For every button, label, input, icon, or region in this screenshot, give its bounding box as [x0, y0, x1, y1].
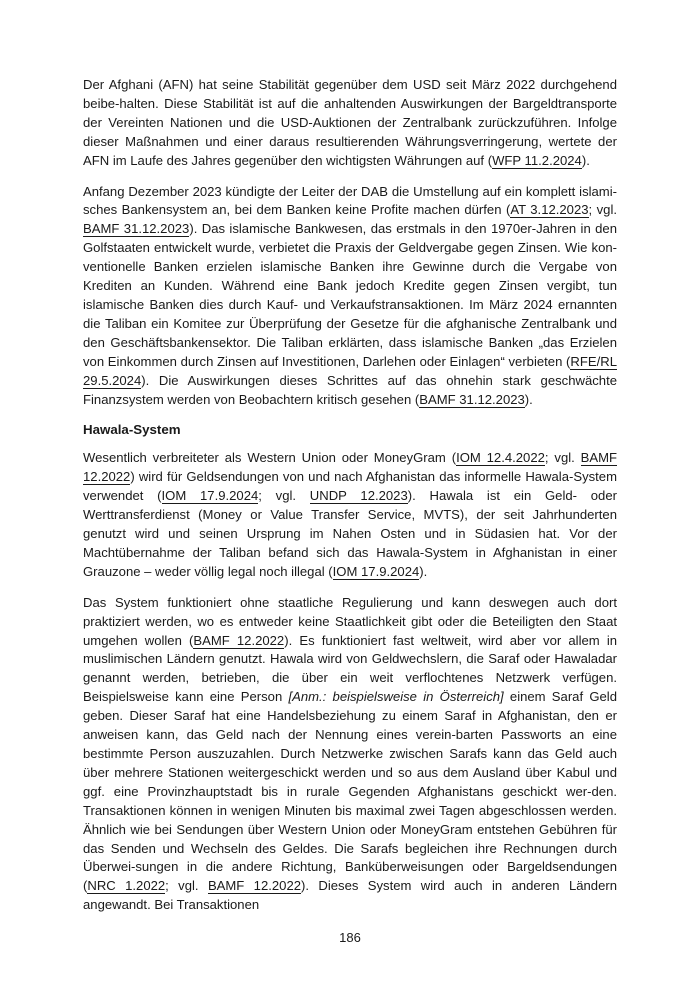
- page-number: 186: [339, 930, 361, 945]
- source-link-bamf[interactable]: BAMF 12.2022: [193, 632, 285, 648]
- source-link-bamf[interactable]: BAMF 31.12.2023: [419, 391, 525, 407]
- paragraph-afghani-stability: Der Afghani (AFN) hat seine Stabilität gegenüber dem USD seit März 2022 durchgehend beibe-halten. Diese Stabilität ist auf die anhaltenden Auswirkungen der Bargeldtransporte der Vereinten Nationen und die USD-Auktionen der Zentralbank zurückzuführen. Infolge dieser Maßnahmen und einer daraus resultierenden Währungsverringerung, wertete der AFN im Laufe des Jahres gegenüber den wichtigsten Währungen auf (WFP 11.2.2024).: [83, 77, 617, 168]
- document-page: [83, 76, 617, 927]
- section-heading: Hawala-System: [83, 422, 181, 438]
- source-link-bamf[interactable]: BAMF 12.2022: [83, 450, 617, 485]
- source-link-iom[interactable]: IOM 12.4.2022: [456, 450, 545, 466]
- source-link-wfp[interactable]: WFP 11.2.2024: [492, 152, 582, 168]
- source-link-undp[interactable]: UNDP 12.2023: [309, 488, 408, 504]
- source-link-at[interactable]: AT 3.12.2023: [510, 202, 589, 218]
- paragraph-hawala-intro: Wesentlich verbreiteter als Western Union oder MoneyGram (IOM 12.4.2022; vgl. BAMF 12.2022) wird für Geldsendungen von und nach Afghanistan das informelle Hawala-System verwendet (IOM 17.9.2024; vgl. UNDP 12.2023). Hawala ist ein Geld- oder Werttransferdienst (Money or Value Transfer Service, MVTS), der seit Jahrhunderten genutzt wird und seinen Ursprung im Nahen Osten und in Südasien hat. Vor der Machtübernahme der Taliban befand sich das Hawala-System in Afghanistan in einer Grauzone – weder völlig legal noch illegal (IOM 17.9.2024).: [83, 450, 617, 579]
- source-link-iom[interactable]: IOM 17.9.2024: [161, 488, 259, 504]
- editor-note: [Anm.: beispielsweise in Österreich]: [288, 689, 504, 705]
- source-link-nrc[interactable]: NRC 1.2022: [87, 878, 166, 894]
- source-link-iom[interactable]: IOM 17.9.2024: [332, 563, 420, 579]
- paragraph-hawala-function: Das System funktioniert ohne staatliche Regulierung und kann deswegen auch dort praktiziert werden, wo es entweder keine Staatlichkeit gibt oder die Beteiligten den Staat umgehen wollen (BAMF 12.2022). Es funktioniert fast weltweit, wird aber vor allem in muslimischen Ländern genutzt. Hawala wird von Geldwechslern, die Saraf oder Hawaladar genannt werden, betrieben, die über ein weit verflochtenes Netzwerk verfügen. Beispielsweise kann eine Person [Anm.: beispielsweise in Österreich] einem Saraf Geld geben. Dieser Saraf hat eine Handelsbeziehung zu einem Saraf in Afghanistan, den er anweisen kann, das Geld nach der Nennung eines verein-barten Passworts an eine bestimmte Person auszuzahlen. Durch Netzwerke zwischen Sarafs kann das Geld auch über mehrere Stationen weitergeschickt werden und so aus dem Ausland über Kabul und ggf. eine Provinzhauptstadt bis in rurale Gegenden Afghanistans geschickt wer-den. Transaktionen können in wenigen Minuten bis maximal zwei Tagen abgeschlossen werden. Ähnlich wie bei Sendungen über Western Union oder MoneyGram entstehen Gebühren für das Senden und Wechseln des Geldes. Die Sarafs begleichen ihre Rechnungen durch Überwei-sungen in die andere Richtung, Banküberweisungen oder Bargeldsendungen (NRC 1.2022; vgl. BAMF 12.2022). Dieses System wird auch in anderen Ländern angewandt. Bei Transaktionen: [83, 594, 618, 913]
- paragraph-islamic-banking: Anfang Dezember 2023 kündigte der Leiter der DAB die Umstellung auf ein komplett islami-sches Bankensystem an, bei dem Banken keine Profite machen dürfen (AT 3.12.2023; vgl. BAMF 31.12.2023). Das islamische Bankwesen, das erstmals in den 1970er-Jahren in den Golfstaaten entwickelt wurde, verbietet die Praxis der Geldvergabe gegen Zinsen. Wie kon-ventionelle Banken erzielen islamische Banken ihre Gewinne durch die Vergabe von Krediten an Kunden. Während eine Bank jedoch Kredite gegen Zinsen vergibt, tun islamische Banken dies durch Kauf- und Verkaufstransaktionen. Im März 2024 ernannten die Taliban ein Komitee zur Überprüfung der Gesetze für die afghanische Zentralbank und den Geschäftsbankensektor. Die Taliban erklärten, dass islamische Banken „das Erzielen von Einkommen durch Zinsen auf Investitionen, Darlehen oder Einlagen“ verbieten (RFE/RL 29.5.2024). Die Auswirkungen dieses Schrittes auf das ohnehin stark geschwächte Finanzsystem werden von Beobachtern kritisch gesehen (BAMF 31.12.2023).: [83, 183, 617, 407]
- source-link-rferl[interactable]: RFE/RL 29.5.2024: [83, 353, 617, 388]
- source-link-bamf[interactable]: BAMF 12.2022: [207, 878, 302, 894]
- source-link-bamf[interactable]: BAMF 31.12.2023: [83, 221, 190, 237]
